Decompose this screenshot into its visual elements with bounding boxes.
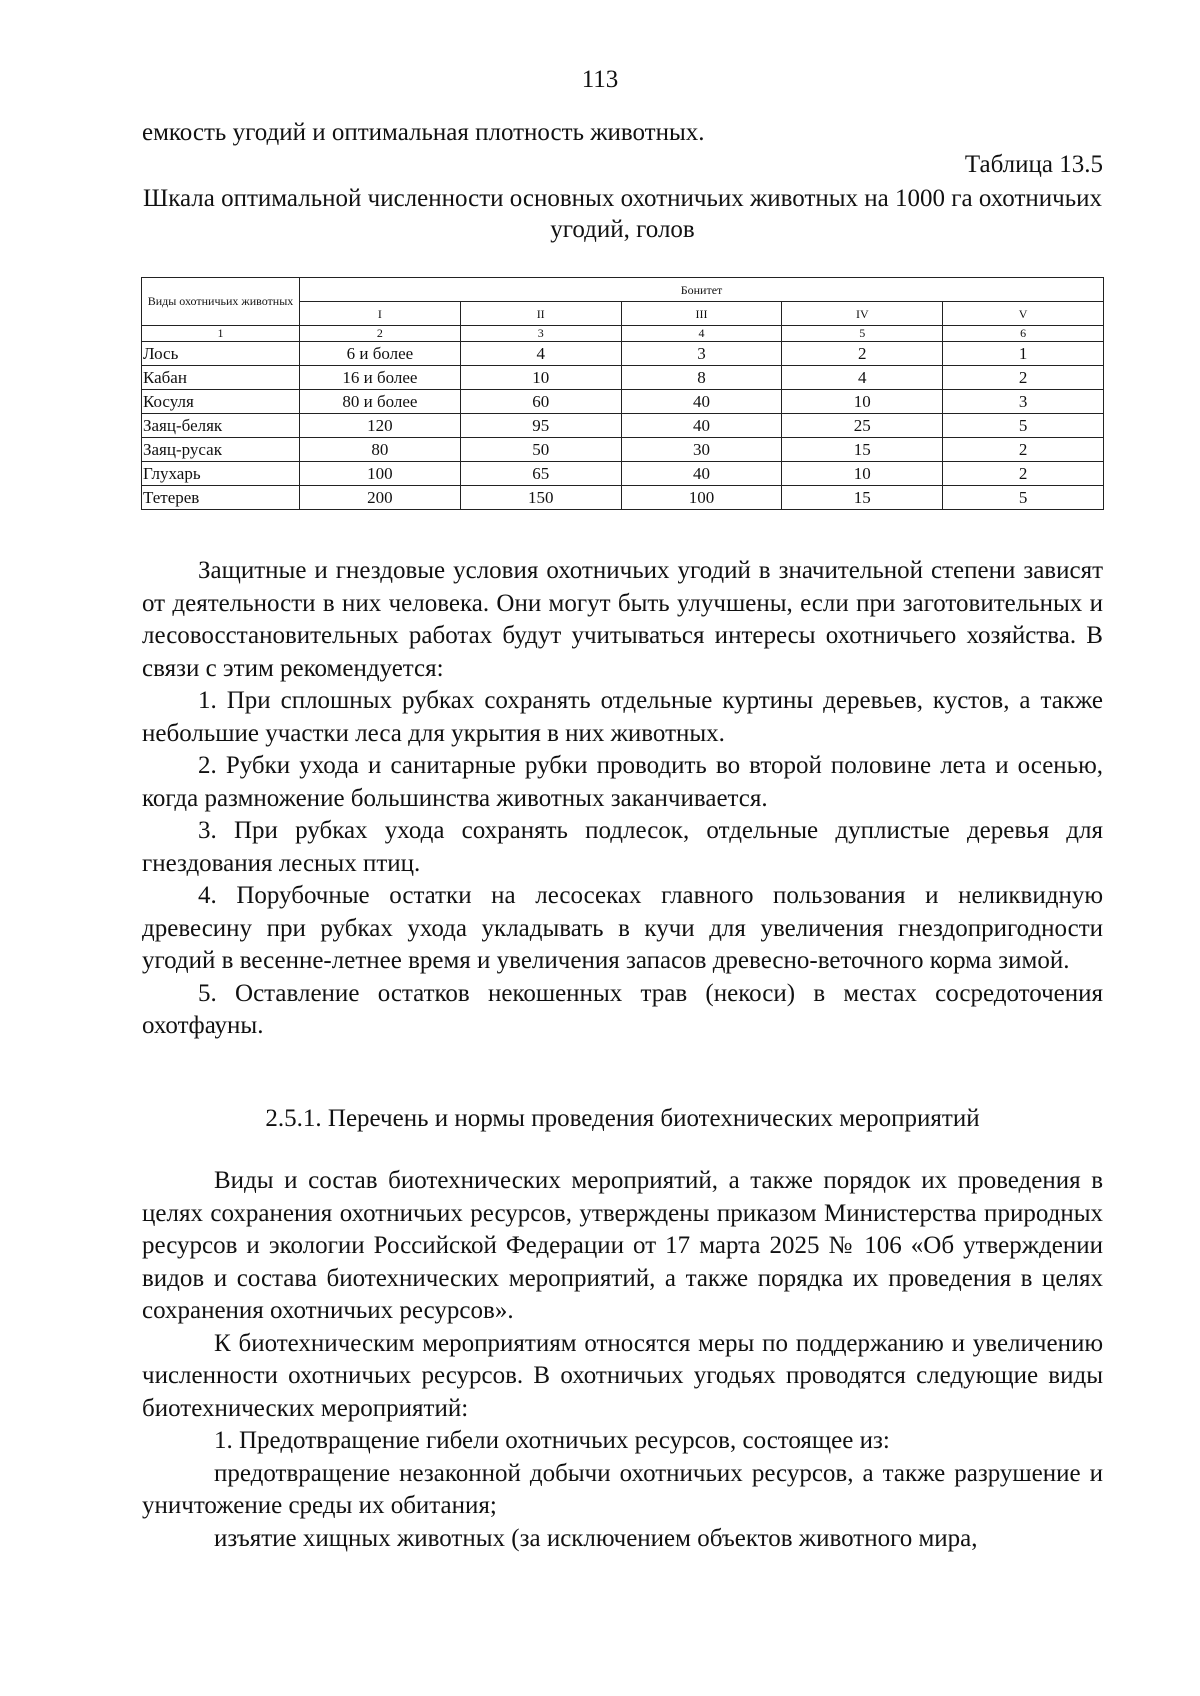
cell-value: 4 bbox=[782, 366, 943, 390]
cell-value: 40 bbox=[621, 414, 782, 438]
table-row bbox=[142, 486, 1104, 510]
paragraph: предотвращение незаконной добычи охотничьих ресурсов, а также разрушение и уничтожение среды их обитания; bbox=[142, 1459, 1103, 1519]
column-number: 5 bbox=[782, 326, 943, 342]
cell-value: 10 bbox=[460, 366, 621, 390]
cell-value: 8 bbox=[621, 366, 782, 390]
intro-line: емкость угодий и оптимальная плотность животных. bbox=[142, 119, 705, 146]
cell-value: 80 bbox=[300, 438, 461, 462]
cell-value: 4 bbox=[460, 342, 621, 366]
biotech-block bbox=[142, 1165, 1103, 1555]
species-name: Косуля bbox=[142, 390, 300, 414]
cell-value: 2 bbox=[943, 438, 1104, 462]
list-item: 2. Рубки ухода и санитарные рубки проводить во второй половине лета и осенью, когда размножение большинства животных заканчивается. bbox=[142, 752, 1103, 812]
cell-value: 25 bbox=[782, 414, 943, 438]
cell-value: 60 bbox=[460, 390, 621, 414]
cell-value: 80 и более bbox=[300, 390, 461, 414]
population-table bbox=[141, 277, 1104, 510]
cell-value: 6 и более bbox=[300, 342, 461, 366]
recommendations-block bbox=[142, 555, 1103, 1043]
cell-value: 2 bbox=[943, 366, 1104, 390]
cell-value: 15 bbox=[782, 486, 943, 510]
list-item: 3. При рубках ухода сохранять подлесок, отдельные дуплистые деревья для гнездования лесных птиц. bbox=[142, 817, 1103, 877]
cell-value: 15 bbox=[782, 438, 943, 462]
list-item: 4. Порубочные остатки на лесосеках главного пользования и неликвидную древесину при рубках ухода укладывать в кучи для увеличения гнездопригодности угодий в весенне-летнее время и увеличения запасов древесно-веточного корма зимой. bbox=[142, 882, 1103, 974]
column-number: 1 bbox=[142, 326, 300, 342]
cell-value: 5 bbox=[943, 414, 1104, 438]
table-title: Шкала оптимальной численности основных охотничьих животных на 1000 га охотничьих угодий, голов bbox=[142, 185, 1103, 243]
species-name: Лось bbox=[142, 342, 300, 366]
paragraph: Виды и состав биотехнических мероприятий, а также порядок их проведения в целях сохранения охотничьих ресурсов, утверждены приказом Министерства природных ресурсов и экологии Российской Федерации от 17 марта 2025 № 106 «Об утверждении видов и состава биотехнических мероприятий, а также порядка их проведения в целях сохранения охотничьих ресурсов». bbox=[142, 1167, 1103, 1324]
paragraph: Защитные и гнездовые условия охотничьих угодий в значительной степени зависят от деятельности в них человека. Они могут быть улучшены, если при заготовительных и лесовосстановительных работах будут учитываться интересы охотничьего хозяйства. В связи с этим рекомендуется: bbox=[142, 557, 1103, 682]
cell-value: 120 bbox=[300, 414, 461, 438]
header-class: II bbox=[460, 302, 621, 326]
list-item: 5. Оставление остатков некошенных трав (некоси) в местах сосредоточения охотфауны. bbox=[142, 979, 1103, 1039]
table-row bbox=[142, 414, 1104, 438]
cell-value: 1 bbox=[943, 342, 1104, 366]
paragraph: К биотехническим мероприятиям относятся меры по поддержанию и увеличению численности охотничьих ресурсов. В охотничьих угодьях проводятся следующие виды биотехнических мероприятий: bbox=[142, 1329, 1103, 1422]
header-bonitet: Бонитет bbox=[300, 278, 1104, 302]
section-heading: 2.5.1. Перечень и нормы проведения биотехнических мероприятий bbox=[265, 1105, 980, 1132]
species-name: Тетерев bbox=[142, 486, 300, 510]
paragraph: изъятие хищных животных (за исключением объектов животного мира, bbox=[214, 1524, 978, 1552]
header-class: V bbox=[943, 302, 1104, 326]
header-species: Виды охотничьих животных bbox=[142, 278, 300, 326]
cell-value: 3 bbox=[943, 390, 1104, 414]
cell-value: 50 bbox=[460, 438, 621, 462]
table-row bbox=[142, 342, 1104, 366]
cell-value: 10 bbox=[782, 390, 943, 414]
cell-value: 2 bbox=[782, 342, 943, 366]
species-name: Глухарь bbox=[142, 462, 300, 486]
table-row bbox=[142, 438, 1104, 462]
species-name: Заяц-русак bbox=[142, 438, 300, 462]
cell-value: 100 bbox=[621, 486, 782, 510]
cell-value: 100 bbox=[300, 462, 461, 486]
cell-value: 150 bbox=[460, 486, 621, 510]
column-number: 3 bbox=[460, 326, 621, 342]
page-number: 113 bbox=[581, 66, 619, 93]
cell-value: 40 bbox=[621, 390, 782, 414]
header-class: I bbox=[300, 302, 461, 326]
header-class: III bbox=[621, 302, 782, 326]
cell-value: 10 bbox=[782, 462, 943, 486]
header-class: IV bbox=[782, 302, 943, 326]
cell-value: 30 bbox=[621, 438, 782, 462]
column-number: 6 bbox=[943, 326, 1104, 342]
list-item: 1. Предотвращение гибели охотничьих ресурсов, состоящее из: bbox=[214, 1427, 890, 1454]
table-label: Таблица 13.5 bbox=[964, 151, 1103, 178]
species-name: Кабан bbox=[142, 366, 300, 390]
species-name: Заяц-беляк bbox=[142, 414, 300, 438]
table-row bbox=[142, 390, 1104, 414]
table-row bbox=[142, 462, 1104, 486]
column-number: 2 bbox=[300, 326, 461, 342]
cell-value: 5 bbox=[943, 486, 1104, 510]
cell-value: 200 bbox=[300, 486, 461, 510]
cell-value: 40 bbox=[621, 462, 782, 486]
column-number: 4 bbox=[621, 326, 782, 342]
cell-value: 65 bbox=[460, 462, 621, 486]
cell-value: 2 bbox=[943, 462, 1104, 486]
cell-value: 95 bbox=[460, 414, 621, 438]
list-item: 1. При сплошных рубках сохранять отдельные куртины деревьев, кустов, а также небольшие участки леса для укрытия в них животных. bbox=[142, 687, 1103, 747]
table-row bbox=[142, 366, 1104, 390]
cell-value: 3 bbox=[621, 342, 782, 366]
cell-value: 16 и более bbox=[300, 366, 461, 390]
